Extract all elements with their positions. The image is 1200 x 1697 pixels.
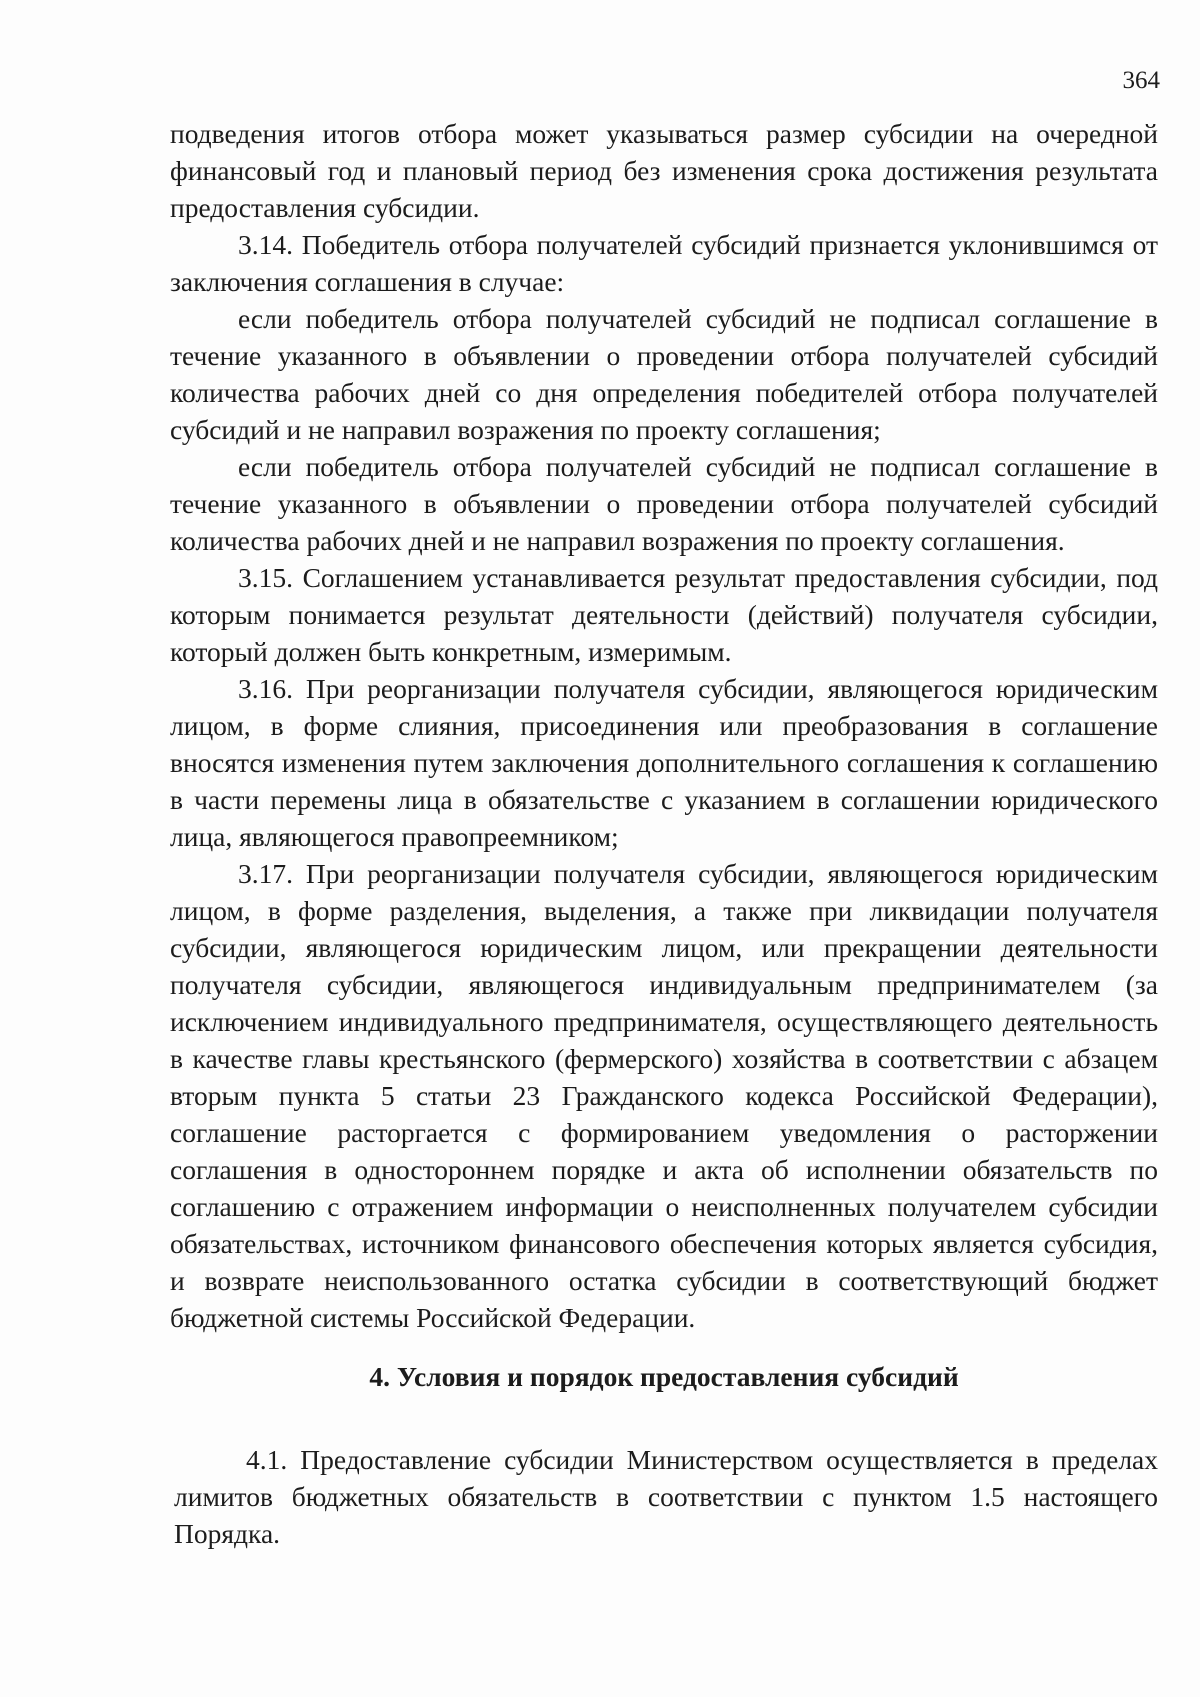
paragraph-4-1: 4.1. Предоставление субсидии Министерством осуществляется в пределах лимитов бюджетных обязательств в соответствии с пунктом 1.5 настоящего Порядка. [174,1444,1158,1549]
paragraph-3-14: 3.14. Победитель отбора получателей субсидий признается уклонившимся от заключения соглашения в случае: [170,229,1158,297]
page-number: 364 [1122,67,1160,94]
section-4-body [174,1441,1158,1552]
paragraph-3-17: 3.17. При реорганизации получателя субсидии, являющегося юридическим лицом, в форме разделения, выделения, а также при ликвидации получателя субсидии, являющегося юридическим лицом, или прекращении деятельности получателя субсидии, являющегося индивидуальным предпринимателем (за исключением индивидуального предпринимателя, осуществляющего деятельность в качестве главы крестьянского (фермерского) хозяйства в соответствии с абзацем вторым пункта 5 статьи 23 Гражданского кодекса Российской Федерации), соглашение расторгается с формированием уведомления о расторжении соглашения в одностороннем порядке и акта об исполнении обязательств по соглашению с отражением информации о неисполненных получателем субсидии обязательствах, источником финансового обеспечения которых является субсидия, и возврате неиспользованного остатка субсидии в соответствующий бюджет бюджетной системы Российской Федерации. [170,858,1158,1333]
section-4-heading: 4. Условия и порядок предоставления субсидий [369,1361,959,1392]
paragraph-3-16: 3.16. При реорганизации получателя субсидии, являющегося юридическим лицом, в форме слияния, присоединения или преобразования в соглашение вносятся изменения путем заключения дополнительного соглашения к соглашению в части перемены лица в обязательстве с указанием в соглашении юридического лица, являющегося правопреемником; [170,673,1158,852]
paragraph-continuation: подведения итогов отбора может указываться размер субсидии на очередной финансовый год и плановый период без изменения срока достижения результата предоставления субсидии. [170,118,1158,223]
paragraph-3-15: 3.15. Соглашением устанавливается результат предоставления субсидии, под которым понимается результат деятельности (действий) получателя субсидии, который должен быть конкретным, измеримым. [170,562,1158,667]
paragraph-3-14-case-1: если победитель отбора получателей субсидий не подписал соглашение в течение указанного в объявлении о проведении отбора получателей субсидий количества рабочих дней со дня определения победителей отбора получателей субсидий и не направил возражения по проекту соглашения; [170,303,1158,445]
section-3-body [170,115,1158,1336]
paragraph-3-14-case-2: если победитель отбора получателей субсидий не подписал соглашение в течение указанного в объявлении о проведении отбора получателей субсидий количества рабочих дней и не направил возражения по проекту соглашения. [170,451,1158,556]
